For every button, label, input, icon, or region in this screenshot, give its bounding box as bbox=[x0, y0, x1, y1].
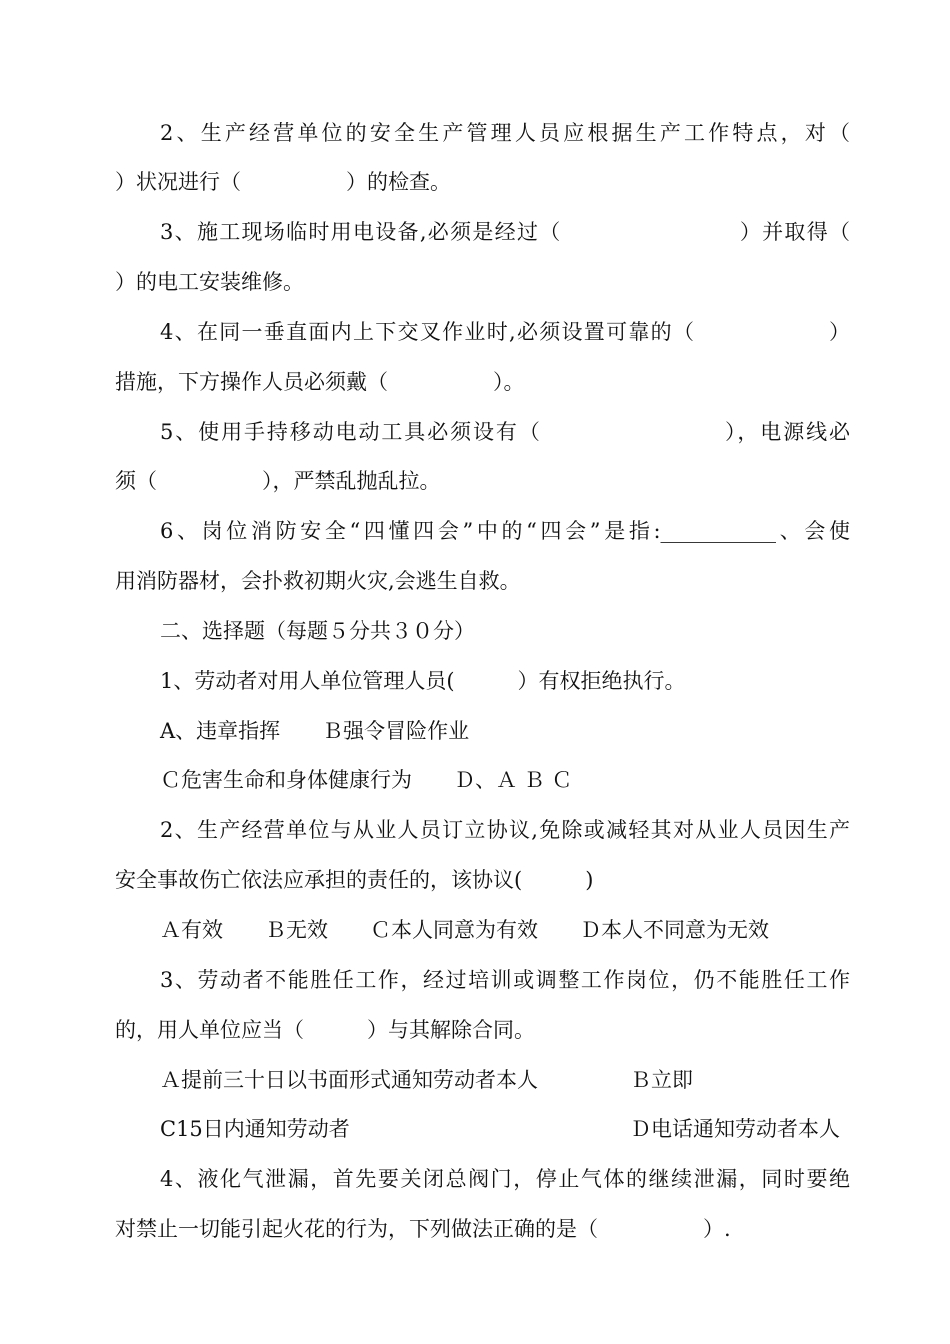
choice-2-line-1: 2、生产经营单位与从业人员订立协议,免除或减轻其对从业人员因生产 bbox=[160, 818, 850, 842]
choice-4-line-2: 对禁止一切能引起火花的行为，下列做法正确的是（ ）. bbox=[115, 1217, 731, 1241]
choice-3-line-2: 的，用人单位应当（ ）与其解除合同。 bbox=[115, 1018, 535, 1042]
choice-3-options-row-2 bbox=[160, 1115, 850, 1143]
question-3-line-2: ）的电工安装维修。 bbox=[115, 270, 304, 294]
question-2-line-2: ）状况进行（ ）的检查。 bbox=[115, 170, 451, 194]
choice-3-option-b: Ｂ立即 bbox=[630, 1068, 693, 1092]
question-6-line-1: 6、岗位消防安全“四懂四会”中的“四会”是指:___________、会使 bbox=[160, 519, 850, 543]
choice-1-question: 1、劳动者对用人单位管理人员( ）有权拒绝执行。 bbox=[160, 669, 686, 693]
choice-1-options-line-2: Ｃ危害生命和身体健康行为 Ｄ、Ａ Ｂ Ｃ bbox=[160, 768, 573, 792]
choice-2-options: Ａ有效 Ｂ无效 Ｃ本人同意为有效 Ｄ本人不同意为无效 bbox=[160, 918, 769, 942]
question-6-line-2: 用消防器材，会扑救初期火灾,会逃生自救。 bbox=[115, 569, 521, 593]
question-4-line-2: 措施，下方操作人员必须戴（ ）。 bbox=[115, 370, 525, 394]
choice-3-line-1: 3、劳动者不能胜任工作，经过培训或调整工作岗位，仍不能胜任工作 bbox=[160, 968, 850, 992]
question-3-line-1: 3、施工现场临时用电设备,必须是经过（ ）并取得（ bbox=[160, 220, 850, 244]
question-2-line-1: 2、生产经营单位的安全生产管理人员应根据生产工作特点，对（ bbox=[160, 121, 850, 145]
choice-3-option-a: Ａ提前三十日以书面形式通知劳动者本人 bbox=[160, 1068, 538, 1092]
choice-3-options-row-1 bbox=[160, 1066, 850, 1094]
question-5-line-1: 5、使用手持移动电动工具必须设有（ ），电源线必 bbox=[160, 420, 850, 444]
question-4-line-1: 4、在同一垂直面内上下交叉作业时,必须设置可靠的（ ） bbox=[160, 320, 850, 344]
choice-3-option-d: Ｄ电话通知劳动者本人 bbox=[630, 1117, 840, 1141]
question-5-line-2: 须（ ），严禁乱抛乱拉。 bbox=[115, 469, 441, 493]
choice-4-line-1: 4、液化气泄漏，首先要关闭总阀门，停止气体的继续泄漏，同时要绝 bbox=[160, 1167, 850, 1191]
choice-3-option-c: C15日内通知劳动者 bbox=[160, 1117, 350, 1141]
choice-1-options-line-1: A、违章指挥 Ｂ强令冒险作业 bbox=[160, 719, 470, 743]
section-2-heading: 二、选择题（每题５分共３０分） bbox=[160, 619, 475, 643]
choice-2-line-2: 安全事故伤亡依法应承担的责任的，该协议( ) bbox=[115, 868, 594, 892]
